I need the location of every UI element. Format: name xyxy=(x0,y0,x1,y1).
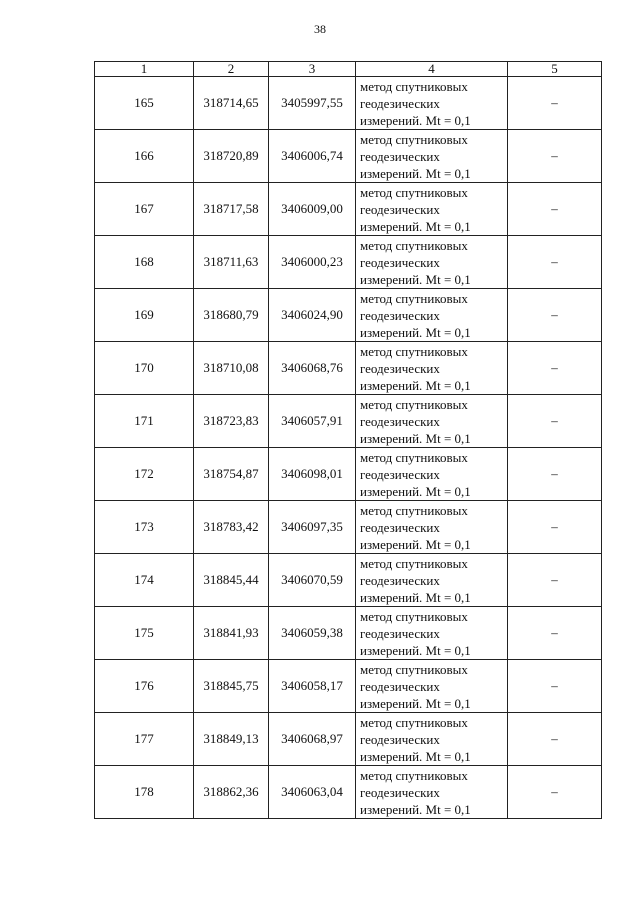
coordinate-x: 318680,79 xyxy=(194,289,269,342)
method-description xyxy=(356,395,508,448)
coordinate-y: 3406068,97 xyxy=(269,713,356,766)
method-line: измерений. Mt = 0,1 xyxy=(360,324,471,340)
method-line: геодезических xyxy=(360,466,440,482)
point-number: 166 xyxy=(95,130,194,183)
coordinate-x: 318717,58 xyxy=(194,183,269,236)
table-body xyxy=(95,77,602,819)
method-line: измерений. Mt = 0,1 xyxy=(360,589,471,605)
method-line: измерений. Mt = 0,1 xyxy=(360,695,471,711)
coordinate-x: 318711,63 xyxy=(194,236,269,289)
method-description xyxy=(356,607,508,660)
coordinate-x: 318862,36 xyxy=(194,766,269,819)
header-col-3: 3 xyxy=(269,62,356,77)
header-col-5: 5 xyxy=(508,62,602,77)
method-line: метод спутниковых xyxy=(360,78,468,94)
coordinate-x: 318720,89 xyxy=(194,130,269,183)
method-description xyxy=(356,448,508,501)
table-header xyxy=(95,62,602,77)
note: – xyxy=(508,448,602,501)
method-line: геодезических xyxy=(360,307,440,323)
method-line: метод спутниковых xyxy=(360,131,468,147)
method-line: геодезических xyxy=(360,625,440,641)
method-line: метод спутниковых xyxy=(360,502,468,518)
point-number: 175 xyxy=(95,607,194,660)
method-line: измерений. Mt = 0,1 xyxy=(360,218,471,234)
table-row xyxy=(95,289,602,342)
table-row xyxy=(95,660,602,713)
coordinate-x: 318714,65 xyxy=(194,77,269,130)
coordinate-x: 318754,87 xyxy=(194,448,269,501)
coordinate-y: 3406009,00 xyxy=(269,183,356,236)
method-line: метод спутниковых xyxy=(360,237,468,253)
method-line: измерений. Mt = 0,1 xyxy=(360,165,471,181)
coordinate-y: 3406070,59 xyxy=(269,554,356,607)
table-row xyxy=(95,501,602,554)
note: – xyxy=(508,766,602,819)
method-line: геодезических xyxy=(360,572,440,588)
table-row xyxy=(95,130,602,183)
point-number: 170 xyxy=(95,342,194,395)
method-line: измерений. Mt = 0,1 xyxy=(360,271,471,287)
point-number: 168 xyxy=(95,236,194,289)
method-line: метод спутниковых xyxy=(360,555,468,571)
table-row xyxy=(95,395,602,448)
point-number: 173 xyxy=(95,501,194,554)
method-line: геодезических xyxy=(360,201,440,217)
point-number: 176 xyxy=(95,660,194,713)
note: – xyxy=(508,501,602,554)
method-description xyxy=(356,713,508,766)
note: – xyxy=(508,554,602,607)
coordinate-x: 318723,83 xyxy=(194,395,269,448)
method-line: метод спутниковых xyxy=(360,396,468,412)
method-line: метод спутниковых xyxy=(360,449,468,465)
table-row xyxy=(95,183,602,236)
coordinate-x: 318841,93 xyxy=(194,607,269,660)
method-description xyxy=(356,660,508,713)
point-number: 171 xyxy=(95,395,194,448)
table-row xyxy=(95,448,602,501)
method-line: измерений. Mt = 0,1 xyxy=(360,801,471,817)
header-col-1: 1 xyxy=(95,62,194,77)
method-line: метод спутниковых xyxy=(360,767,468,783)
note: – xyxy=(508,236,602,289)
coordinate-y: 3406057,91 xyxy=(269,395,356,448)
method-line: метод спутниковых xyxy=(360,343,468,359)
coordinate-x: 318845,75 xyxy=(194,660,269,713)
point-number: 178 xyxy=(95,766,194,819)
coordinate-y: 3406024,90 xyxy=(269,289,356,342)
method-description xyxy=(356,77,508,130)
page-number: 38 xyxy=(314,22,326,36)
coordinate-y: 3405997,55 xyxy=(269,77,356,130)
note: – xyxy=(508,395,602,448)
method-line: измерений. Mt = 0,1 xyxy=(360,748,471,764)
method-line: измерений. Mt = 0,1 xyxy=(360,536,471,552)
method-description xyxy=(356,501,508,554)
method-line: метод спутниковых xyxy=(360,184,468,200)
method-line: метод спутниковых xyxy=(360,714,468,730)
method-description xyxy=(356,183,508,236)
point-number: 169 xyxy=(95,289,194,342)
method-description xyxy=(356,342,508,395)
note: – xyxy=(508,183,602,236)
point-number: 174 xyxy=(95,554,194,607)
method-line: измерений. Mt = 0,1 xyxy=(360,377,471,393)
coordinate-x: 318845,44 xyxy=(194,554,269,607)
table-row xyxy=(95,766,602,819)
note: – xyxy=(508,289,602,342)
method-line: геодезических xyxy=(360,148,440,164)
coordinate-y: 3406000,23 xyxy=(269,236,356,289)
method-line: геодезических xyxy=(360,95,440,111)
method-line: геодезических xyxy=(360,731,440,747)
coordinate-y: 3406068,76 xyxy=(269,342,356,395)
note: – xyxy=(508,713,602,766)
method-line: геодезических xyxy=(360,519,440,535)
method-line: геодезических xyxy=(360,678,440,694)
method-line: геодезических xyxy=(360,254,440,270)
point-number: 167 xyxy=(95,183,194,236)
method-description xyxy=(356,554,508,607)
table-row xyxy=(95,342,602,395)
method-description xyxy=(356,130,508,183)
coordinate-x: 318710,08 xyxy=(194,342,269,395)
method-line: измерений. Mt = 0,1 xyxy=(360,112,471,128)
method-description xyxy=(356,766,508,819)
method-description xyxy=(356,289,508,342)
method-line: метод спутниковых xyxy=(360,290,468,306)
coordinate-y: 3406006,74 xyxy=(269,130,356,183)
header-row xyxy=(95,62,602,77)
table-row xyxy=(95,77,602,130)
coordinate-y: 3406097,35 xyxy=(269,501,356,554)
note: – xyxy=(508,130,602,183)
coordinate-y: 3406063,04 xyxy=(269,766,356,819)
coordinates-table xyxy=(94,61,602,819)
method-line: метод спутниковых xyxy=(360,608,468,624)
coordinate-x: 318849,13 xyxy=(194,713,269,766)
coordinate-x: 318783,42 xyxy=(194,501,269,554)
coordinate-y: 3406098,01 xyxy=(269,448,356,501)
coordinate-y: 3406059,38 xyxy=(269,607,356,660)
coordinate-y: 3406058,17 xyxy=(269,660,356,713)
method-line: измерений. Mt = 0,1 xyxy=(360,483,471,499)
header-col-4: 4 xyxy=(356,62,508,77)
header-col-2: 2 xyxy=(194,62,269,77)
table-row xyxy=(95,607,602,660)
method-line: геодезических xyxy=(360,413,440,429)
note: – xyxy=(508,607,602,660)
note: – xyxy=(508,77,602,130)
method-line: геодезических xyxy=(360,784,440,800)
method-line: геодезических xyxy=(360,360,440,376)
point-number: 172 xyxy=(95,448,194,501)
method-line: метод спутниковых xyxy=(360,661,468,677)
point-number: 165 xyxy=(95,77,194,130)
note: – xyxy=(508,660,602,713)
point-number: 177 xyxy=(95,713,194,766)
table-row xyxy=(95,554,602,607)
method-description xyxy=(356,236,508,289)
note: – xyxy=(508,342,602,395)
table-row xyxy=(95,713,602,766)
method-line: измерений. Mt = 0,1 xyxy=(360,642,471,658)
method-line: измерений. Mt = 0,1 xyxy=(360,430,471,446)
table-row xyxy=(95,236,602,289)
